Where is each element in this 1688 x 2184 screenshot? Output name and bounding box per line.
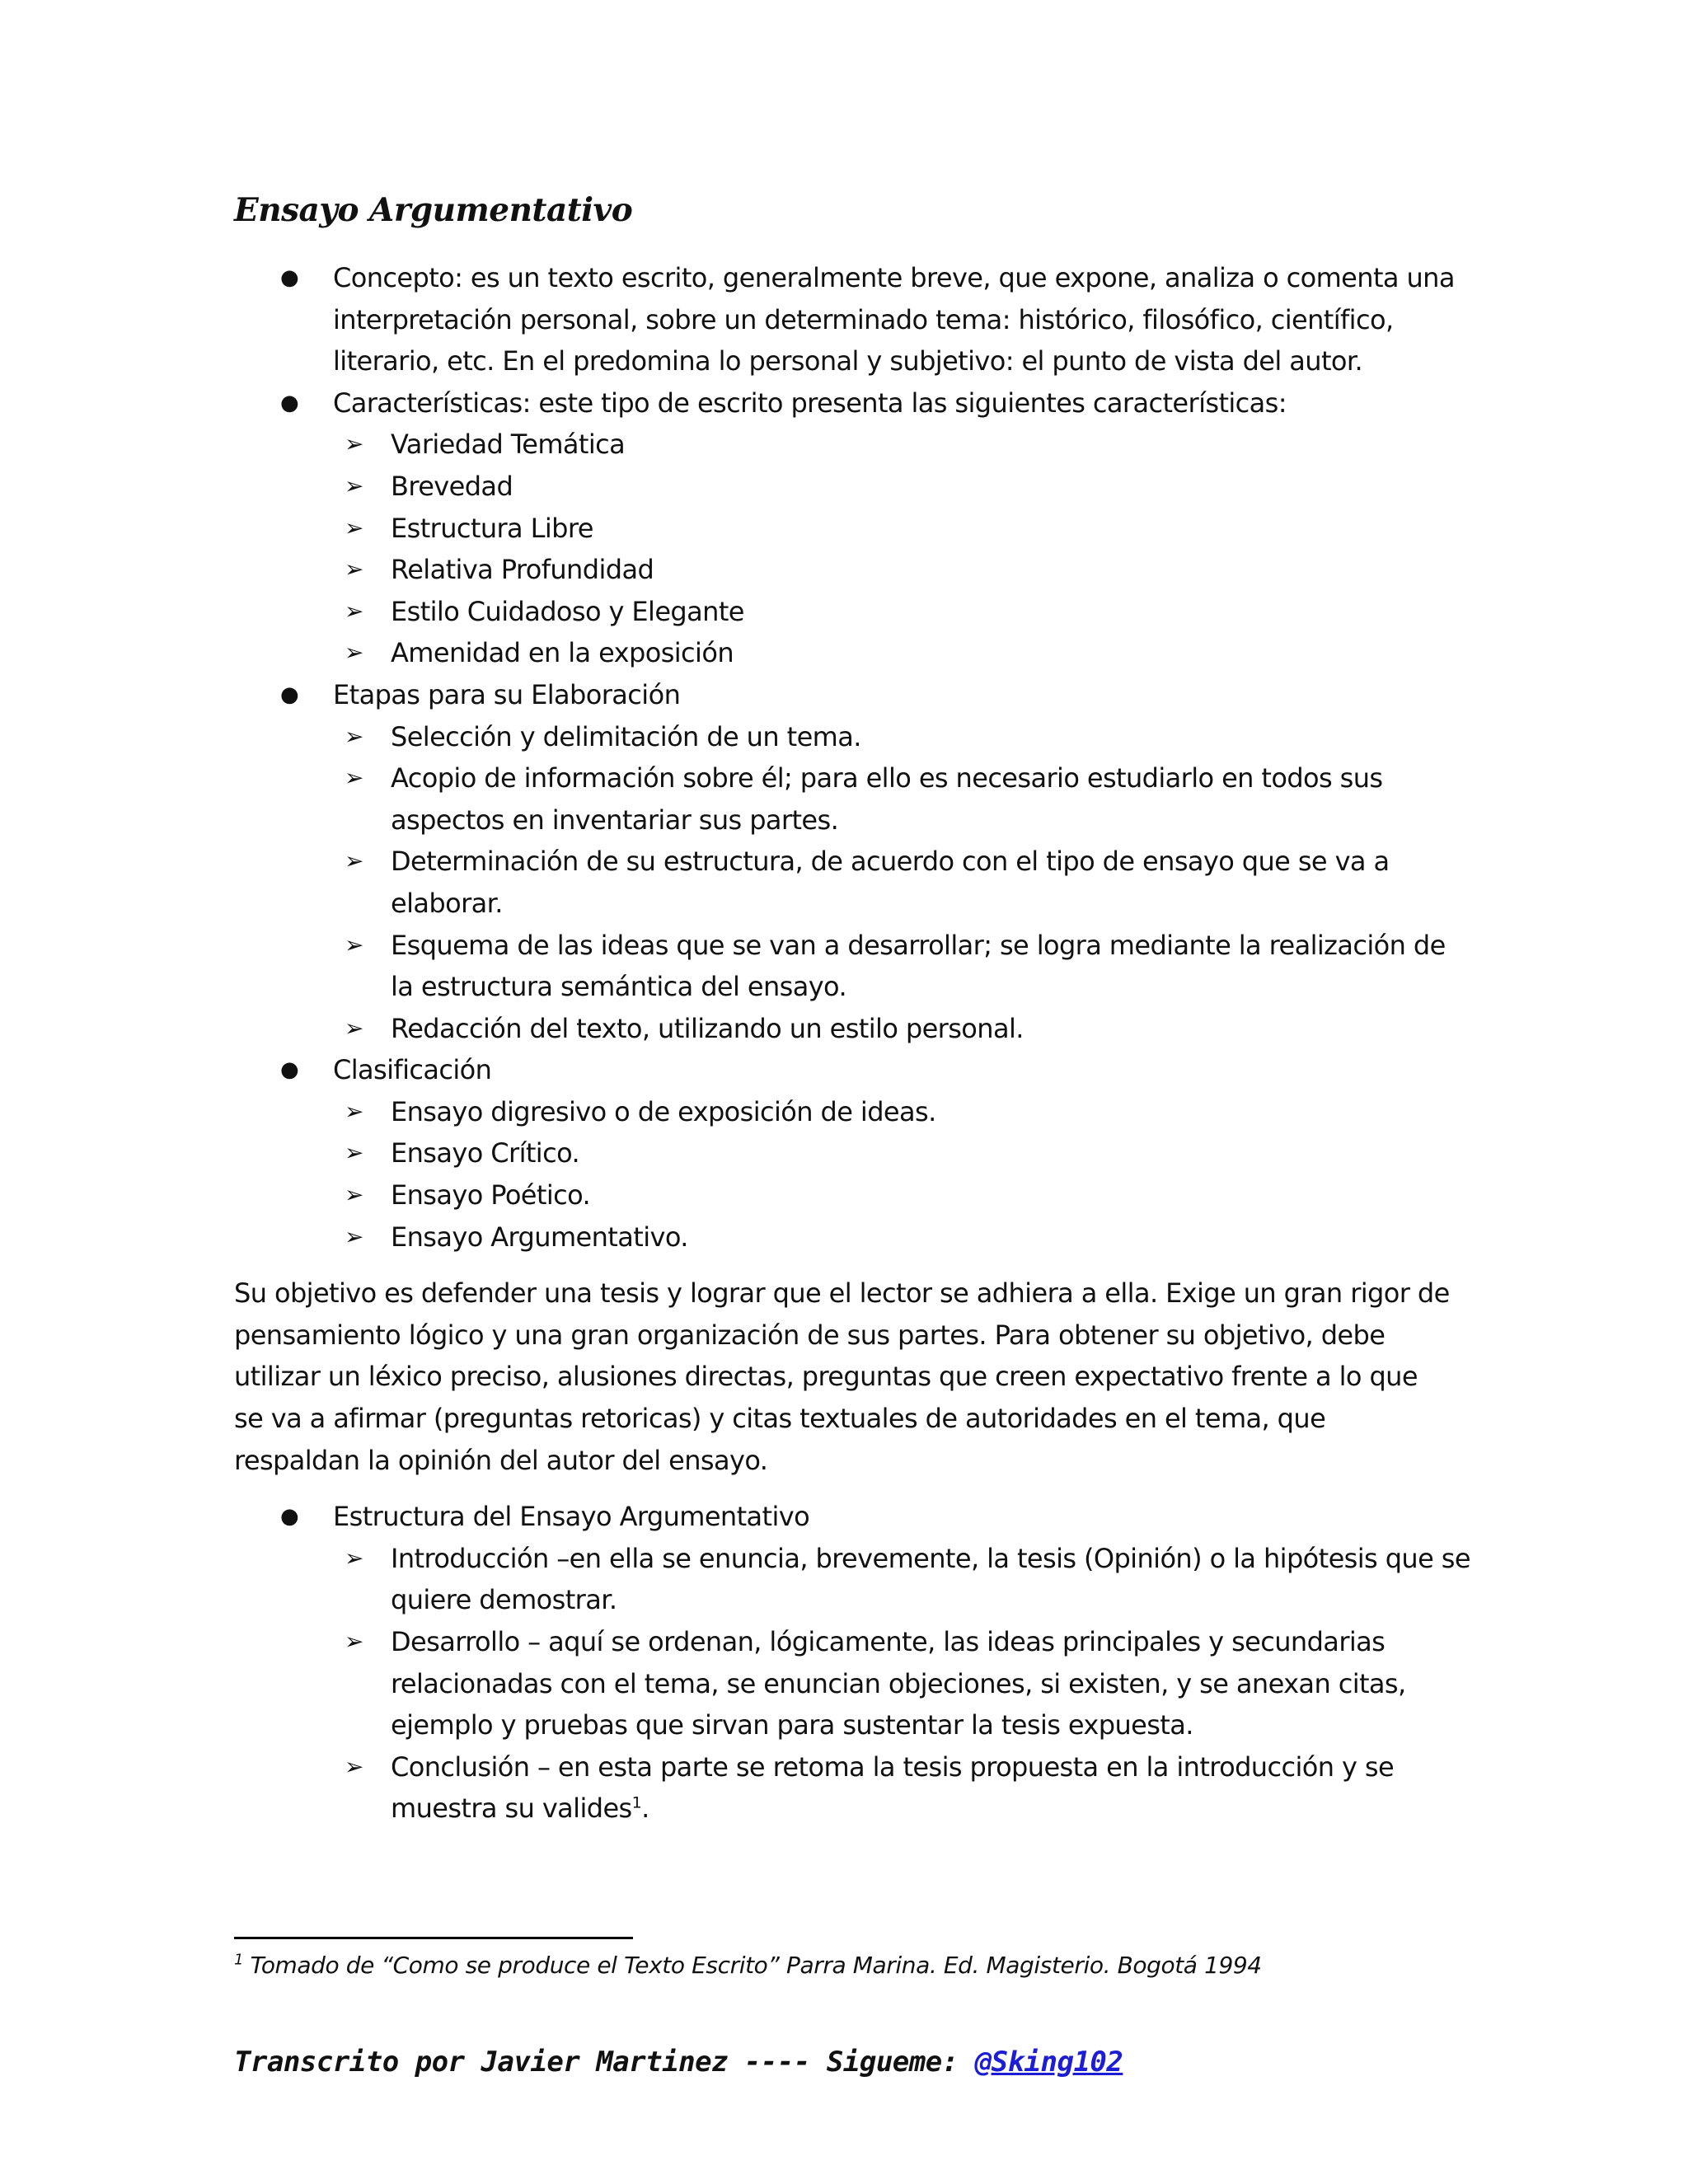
list-item-text: Ensayo Poético. [391,1179,591,1212]
twitter-handle-link[interactable]: @Sking102 [974,2046,1123,2079]
bullet-icon: ● [280,265,299,290]
list-item [333,1538,1470,1621]
bullet-icon: ● [280,1057,299,1083]
list-item-text: Ensayo Argumentativo. [391,1221,688,1253]
bullet-item-clasificacion [234,1049,1470,1258]
bullet-item-etapas [234,674,1470,1049]
list-item-text: Determinación de su estructura, de acuerdo con el tipo de ensayo que se va a elaborar. [391,846,1390,919]
arrow-bullet-icon: ➢ [345,1222,363,1250]
document-title: Ensayo Argumentativo [234,191,633,229]
list-item [333,1216,1470,1258]
arrow-bullet-icon: ➢ [345,513,363,541]
sub-list-clasificacion [333,1091,1470,1258]
list-item [333,925,1470,1008]
footnote-reference[interactable]: 1 [631,1793,642,1812]
list-item-text: Estilo Cuidadoso y Elegante [391,595,744,627]
arrow-bullet-icon: ➢ [345,639,363,667]
arrow-bullet-icon: ➢ [345,555,363,583]
list-item [333,508,1470,550]
list-item [333,1091,1470,1133]
bullet-item-caracteristicas [234,382,1470,674]
arrow-bullet-icon: ➢ [345,764,363,792]
list-item-text: Ensayo digresivo o de exposición de ideas. [391,1095,936,1127]
bullet-item-concepto [234,257,1470,382]
list-item [333,1621,1470,1746]
arrow-bullet-icon: ➢ [345,1752,363,1780]
list-item [333,1746,1470,1830]
arrow-bullet-icon: ➢ [345,430,363,458]
bullet-list-main [234,257,1470,1258]
footnote-text: Tomado de “Como se produce el Texto Escrito” Parra Marina. Ed. Magisterio. Bogotá 1994 [250,1952,1262,1979]
arrow-bullet-icon: ➢ [345,471,363,499]
list-item [333,466,1470,508]
list-item-text-end: . [641,1793,649,1825]
list-item [333,1132,1470,1174]
bullet-icon: ● [280,682,299,707]
list-item [333,549,1470,591]
bullet-item-estructura [234,1496,1470,1830]
list-item-text: Esquema de las ideas que se van a desarrollar; se logra mediante la realización de la estructura semántica del ensayo. [391,929,1446,1003]
arrow-bullet-icon: ➢ [345,1097,363,1125]
list-item [333,716,1470,758]
arrow-bullet-icon: ➢ [345,1014,363,1042]
list-item-text: Brevedad [391,470,513,502]
list-item-text: Desarrollo – aquí se ordenan, lógicamente, las ideas principales y secundarias relacionadas con el tema, se enuncian objeciones, si existen, y se anexan citas, ejemplo y pruebas que sirvan para sustentar la tesis expuesta. [391,1626,1406,1741]
list-item-text: Redacción del texto, utilizando un estilo personal. [391,1012,1024,1044]
list-item-text: Amenidad en la exposición [391,637,734,669]
list-item-text: Selección y delimitación de un tema. [391,720,861,752]
list-item-text: Acopio de información sobre él; para ello es necesario estudiarlo en todos sus aspectos en inventariar sus partes. [391,762,1383,836]
footnote-mark: 1 [234,1951,244,1969]
bullet-text: Estructura del Ensayo Argumentativo [333,1501,810,1533]
arrow-bullet-icon: ➢ [345,930,363,958]
sub-list-estructura [333,1538,1470,1830]
list-item [333,632,1470,674]
list-item-text: Estructura Libre [391,512,593,544]
list-item [333,424,1470,466]
list-item-text: Variedad Temática [391,429,626,461]
bullet-list-structure [234,1496,1470,1830]
footnote [234,1952,1262,1979]
sub-list-etapas [333,716,1470,1050]
arrow-bullet-icon: ➢ [345,1139,363,1167]
list-item [333,757,1470,841]
document-body [234,257,1470,1830]
list-item [333,591,1470,633]
list-item [333,1174,1470,1216]
arrow-bullet-icon: ➢ [345,847,363,875]
list-item [333,1008,1470,1050]
bullet-text: Concepto: es un texto escrito, generalmente breve, que expone, analiza o comenta una interpretación personal, sobre un determinado tema: histórico, filosófico, científico, literario, etc. En el predomina lo personal y subjetivo: el punto de vista del autor. [333,262,1455,377]
body-paragraph: Su objetivo es defender una tesis y lograr que el lector se adhiera a ella. Exige un gran rigor de pensamiento lógico y una gran organización de sus partes. Para obtener su objetivo, debe utilizar un léxico preciso, alusiones directas, preguntas que creen expectativo frente a lo que se va a afirmar (preguntas retoricas) y citas textuales de autoridades en el tema, que respaldan la opinión del autor del ensayo. [234,1277,1450,1476]
arrow-bullet-icon: ➢ [345,1181,363,1209]
list-item-text: Relativa Profundidad [391,554,654,586]
arrow-bullet-icon: ➢ [345,1544,363,1572]
list-item-text: Introducción –en ella se enuncia, brevemente, la tesis (Opinión) o la hipótesis que se quiere demostrar. [391,1542,1470,1616]
list-item [333,841,1470,924]
credit-text: Transcrito por Javier Martinez ---- Sigueme: [234,2046,975,2079]
bullet-text: Etapas para su Elaboración [333,678,681,710]
list-item-text: Ensayo Crítico. [391,1137,580,1169]
bullet-text: Clasificación [333,1054,492,1086]
transcriber-credit [234,2046,1123,2079]
bullet-text: Características: este tipo de escrito presenta las siguientes características: [333,387,1287,419]
arrow-bullet-icon: ➢ [345,722,363,750]
sub-list-caracteristicas [333,424,1470,674]
list-item-text: Conclusión – en esta parte se retoma la tesis propuesta en la introducción y se muestra su valides [391,1750,1395,1825]
bullet-icon: ● [280,390,299,415]
arrow-bullet-icon: ➢ [345,597,363,625]
bullet-icon: ● [280,1504,299,1530]
footnote-separator [234,1937,633,1939]
arrow-bullet-icon: ➢ [345,1628,363,1655]
